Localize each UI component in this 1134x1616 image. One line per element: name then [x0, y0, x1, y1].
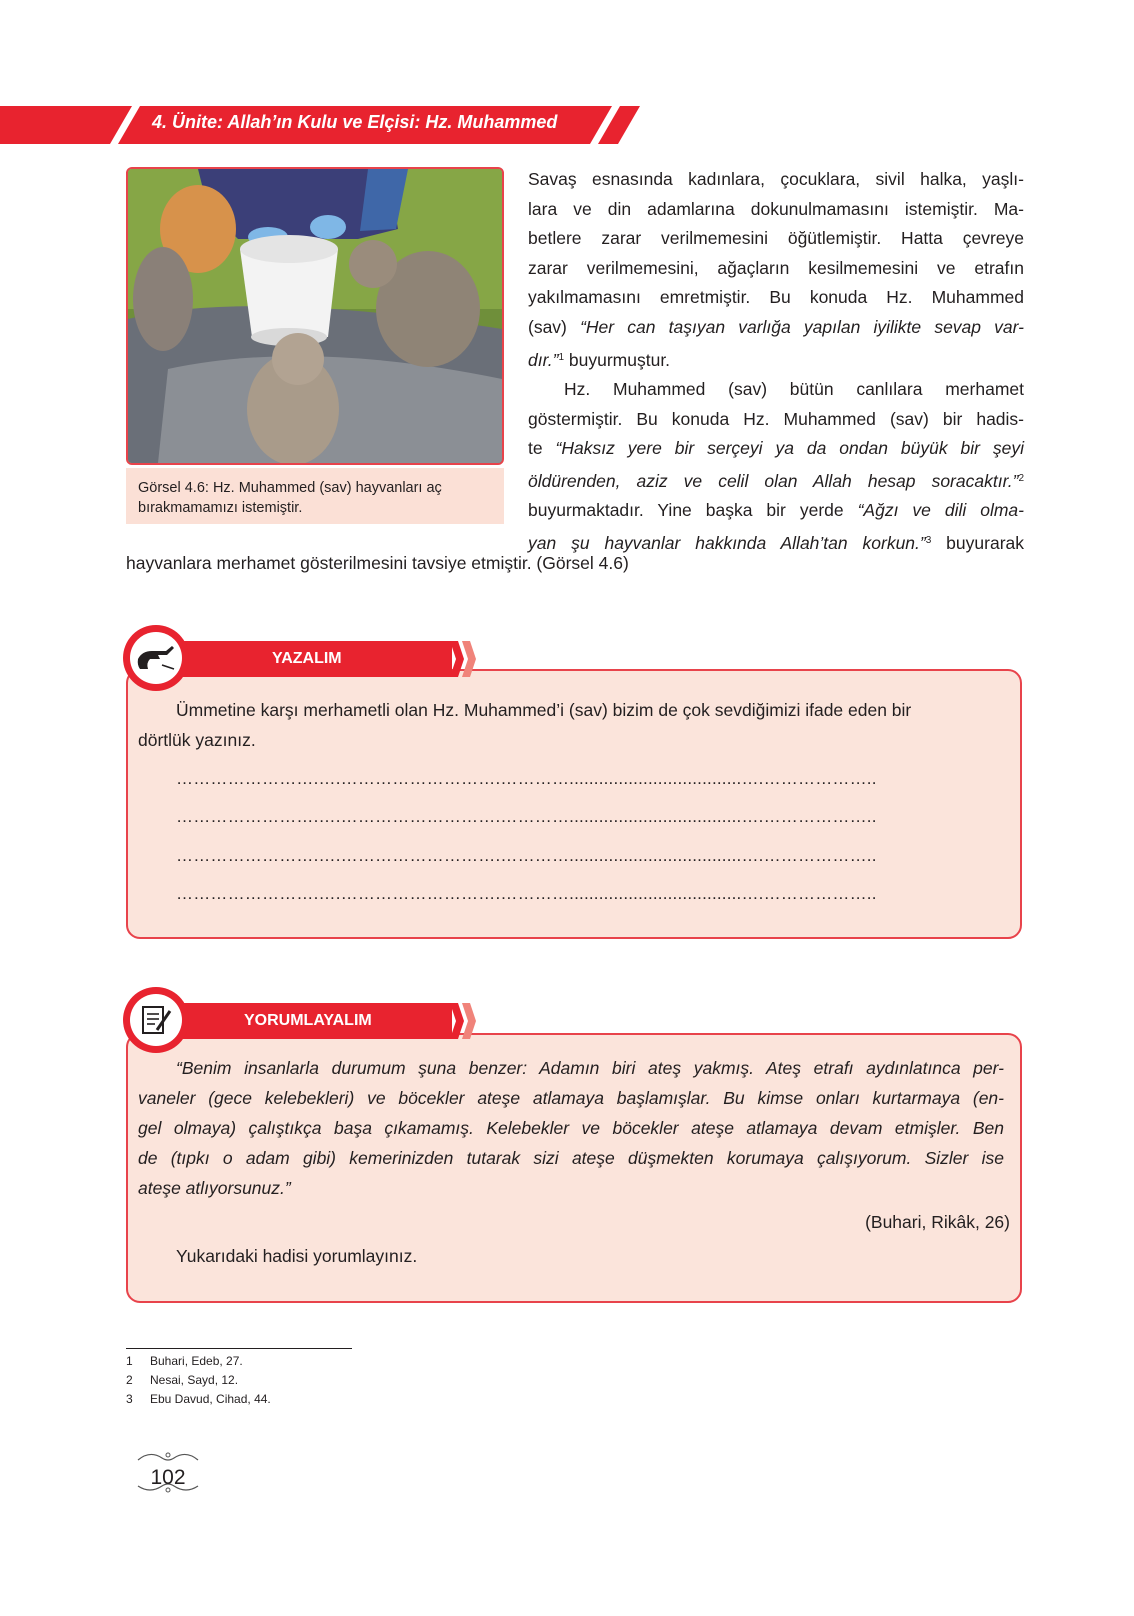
text-line: Savaş esnasında kadınlara, çocuklara, sivil halka, yaşlı- [528, 169, 1024, 189]
text-line [528, 434, 1024, 464]
footnote [126, 1352, 243, 1371]
photo-caption [126, 468, 504, 524]
hadith-quote: öldürenden, aziz ve celil olan Allah hesap soracaktır.” [528, 470, 1019, 491]
writing-hand-icon [136, 643, 176, 673]
text-run: buyurmuştur. [564, 349, 671, 370]
quote-line: de (tıpkı o adam gibi) kemerinizden tutarak sizi ateşe düşmekten korumaya çalışıyorum. Sizler ise [138, 1148, 1004, 1168]
footnote-number: 2 [126, 1373, 133, 1387]
yorumlayalim-task: Yukarıdaki hadisi yorumlayınız. [176, 1246, 418, 1266]
unit-title: 4. Ünite: Allah’ın Kulu ve Elçisi: Hz. Muhammed [152, 112, 558, 132]
yazalim-badge [123, 625, 189, 691]
text-run: buyurmaktadır. Yine başka bir yerde [528, 500, 858, 521]
hadith-source: (Buhari, Rikâk, 26) [865, 1212, 1010, 1232]
answer-line[interactable]: …………………….….……………………….…………...................................….……………….. [176, 769, 877, 788]
text-line: Hz. Muhammed (sav) bütün canlılara merhamet [564, 379, 1024, 399]
answer-line[interactable]: …………………….….……………………….…………...................................….……………….. [176, 884, 877, 903]
text-run: (sav) [528, 316, 581, 337]
yazalim-activity-box [126, 669, 1022, 939]
hadith-quote: yan şu hayvanlar hakkında Allah’tan korkun.” [528, 532, 926, 553]
text-line [528, 464, 1024, 497]
footnote [126, 1390, 271, 1409]
paragraph-war-ethics [528, 165, 1024, 375]
cats-feeding-photo [126, 167, 504, 465]
tab-chevrons [450, 1003, 480, 1039]
text-line: hayvanlara merhamet gösterilmesini tavsiye etmiştir. (Görsel 4.6) [126, 553, 629, 573]
footnote-rule [126, 1348, 352, 1349]
quote-line: “Benim insanlarla durumum şuna benzer: Adamın biri ateş yakmış. Ateş etrafı aydınlatınca per- [176, 1058, 1004, 1078]
footnote-ref: 1 [558, 351, 565, 363]
footnote-number: 1 [126, 1354, 133, 1368]
hadith-quote: dır.” [528, 349, 559, 370]
text-line: lara ve din adamlarına dokunulmamasını istemiştir. Ma- [528, 198, 1024, 219]
yazalim-title: YAZALIM [272, 650, 342, 667]
text-line [528, 343, 1024, 376]
yazalim-prompt-line: dörtlük yazınız. [138, 730, 256, 750]
footnote-text: Buhari, Edeb, 27. [150, 1354, 243, 1368]
text-line: göstermiştir. Bu konuda Hz. Muhammed (sav) bir hadis- [528, 408, 1024, 429]
yazalim-prompt-line: Ümmetine karşı merhametli olan Hz. Muhammed’i (sav) bizim de çok sevdiğimizi ifade eden bir [176, 700, 912, 720]
cats-feeding-illustration [128, 169, 502, 463]
caption-line: bırakmamamızı istemiştir. [138, 500, 303, 516]
quote-line: gel olmaya) çalıştıkça başa çıkamamış. Kelebekler ve böcekler ateşe atlamaya devam etmişler. Ben [138, 1118, 1004, 1138]
footnote-text: Nesai, Sayd, 12. [150, 1373, 239, 1387]
hadith-quote: “Haksız yere bir serçeyi ya da ondan büyük bir şeyi [555, 438, 1024, 459]
hadith-quote-block [138, 1053, 1004, 1203]
quote-line: ateşe atlıyorsunuz.” [138, 1178, 291, 1198]
text-run: buyurarak [931, 532, 1025, 553]
hadith-quote: “Her can taşıyan varlığa yapılan iyilikte sevap var- [580, 316, 1025, 337]
text-line: zarar verilmemesini, ağaçların kesilmemesini ve etrafın [528, 257, 1024, 278]
tab-chevrons [450, 641, 480, 677]
page-number: 102 [150, 1466, 186, 1489]
hadith-quote: “Ağzı ve dili olma- [857, 500, 1024, 521]
footnote-ref: 3 [925, 534, 932, 546]
footnote [126, 1371, 238, 1390]
footnote-number: 3 [126, 1392, 133, 1406]
text-run: te [528, 438, 556, 459]
answer-line[interactable]: …………………….….……………………….…………...................................….……………….. [176, 807, 877, 826]
text-line [528, 313, 1024, 343]
text-line [528, 496, 1024, 526]
text-line: betlere zarar verilmemesini öğütlemiştir. Hatta çevreye [528, 228, 1024, 249]
yorumlayalim-badge [123, 987, 189, 1053]
text-line: yakılmamasını emretmiştir. Bu konuda Hz. Muhammed [528, 287, 1024, 308]
quote-line: vaneler (gece kelebekleri) ve böcekler ateşe atlamaya başlamışlar. Bu kimse onları kurtarmaya (en- [138, 1088, 1004, 1108]
yorumlayalim-activity-box [126, 1033, 1022, 1303]
yorumlayalim-title: YORUMLAYALIM [244, 1012, 372, 1029]
answer-line[interactable]: …………………….….……………………….…………...................................….……………….. [176, 846, 877, 865]
footnote-text: Ebu Davud, Cihad, 44. [150, 1392, 271, 1406]
footnote-ref: 2 [1018, 472, 1024, 484]
document-pen-icon [139, 1003, 173, 1037]
paragraph-mercy-animals [528, 375, 1024, 559]
caption-line: Görsel 4.6: Hz. Muhammed (sav) hayvanları aç [138, 480, 442, 496]
